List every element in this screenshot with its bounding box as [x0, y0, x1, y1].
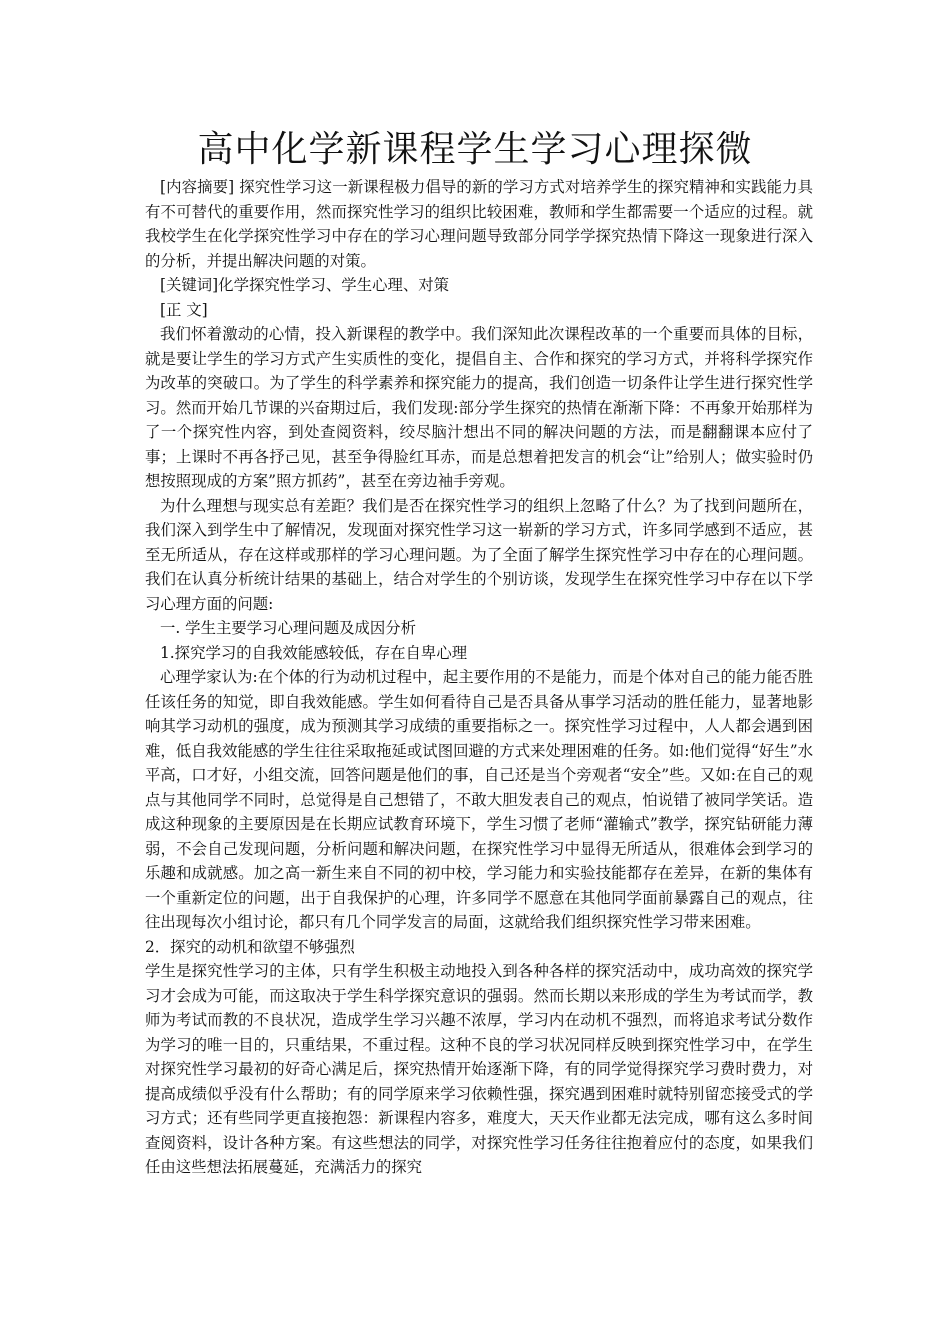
- paragraph-question: 为什么理想与现实总有差距？我们是否在探究性学习的组织上忽略了什么？为了找到问题所在，我们深入到学生中了解情况，发现面对探究性学习这一崭新的学习方式，许多同学感到不适应，甚至无所适从，存在这样或那样的学习心理问题。为了全面了解学生探究性学习中存在的心理问题。我们在认真分析统计结果的基础上，结合对学生的个别访谈，发现学生在探究性学习中存在以下学习心理方面的问题:: [145, 496, 813, 613]
- paragraph-motivation: 学生是探究性学习的主体，只有学生积极主动地投入到各种各样的探究活动中，成功高效的探究学习才会成为可能，而这取决于学生科学探究意识的强弱。然而长期以来形成的学生为考试而学，教师为考试而教的不良状况，造成学生学习兴趣不浓厚，学习内在动机不强烈，而将追求考试分数作为学习的唯一目的，只重结果，不重过程。这种不良的学习状况同样反映到探究性学习中，在学生对探究性学习最初的好奇心满足后，探究热情开始逐渐下降，有的同学觉得探究学习费时费力，对提高成绩似乎没有什么帮助；有的同学原来学习依赖性强，探究遇到困难时就特别留恋接受式的学习方式；还有些同学更直接抱怨：新课程内容多，难度大，天天作业都无法完成，哪有这么多时间查阅资料，设计各种方案。有这些想法的同学，对探究性学习任务往往抱着应付的态度，如果我们任由这些想法拓展蔓延，充满活力的探究: [145, 962, 813, 1176]
- paragraph-self-efficacy: 心理学家认为:在个体的行为动机过程中，起主要作用的不是能力，而是个体对自己的能力能否胜任该任务的知觉，即自我效能感。学生如何看待自己是否具备从事学习活动的胜任能力，显著地影响其学习动机的强度，成为预测其学习成绩的重要指标之一。探究性学习过程中，人人都会遇到困难，低自我效能感的学生往往采取拖延或试图回避的方式来处理困难的任务。如:他们觉得“好生”水平高，口才好，小组交流，回答问题是他们的事，自己还是当个旁观者“安全”些。又如:在自己的观点与其他同学不同时，总觉得是自己想错了，不敢大胆发表自己的观点，怕说错了被同学笑话。造成这种现象的主要原因是在长期应试教育环境下，学生习惯了老师“灌输式”教学，探究钻研能力薄弱，不会自己发现问题，分析问题和解决问题，在探究性学习中显得无所适从，很难体会到学习的乐趣和成就感。加之高一新生来自不同的初中校，学习能力和实验技能都存在差异，在新的集体有一个重新定位的问题，出于自我保护的心理，许多同学不愿意在其他同学面前暴露自己的观点，往往出现每次小组讨论，都只有几个同学发言的局面，这就给我们组织探究性学习带来困难。: [145, 668, 813, 931]
- keywords-line: [关键词]化学探究性学习、学生心理、对策: [160, 276, 450, 294]
- body-label: [正 文]: [160, 300, 208, 319]
- subheading-1: 1.探究学习的自我效能感较低，存在自卑心理: [160, 643, 468, 662]
- subheading-2: 2．探究的动机和欲望不够强烈: [145, 937, 355, 956]
- document-body: [145, 175, 813, 1180]
- paragraph-intro: 我们怀着激动的心情，投入新课程的教学中。我们深知此次课程改革的一个重要而具体的目标，就是要让学生的学习方式产生实质性的变化，提倡自主、合作和探究的学习方式，并将科学探究作为改革的突破口。为了学生的科学素养和探究能力的提高，我们创造一切条件让学生进行探究性学习。然而开始几节课的兴奋期过后，我们发现:部分学生探究的热情在渐渐下降：不再象开始那样为了一个探究性内容，到处查阅资料，绞尽脑汁想出不同的解决问题的方法，而是翻翻课本应付了事；上课时不再各抒己见，甚至争得脸红耳赤，而是总想着把发言的机会“让”给别人；做实验时仍想按照现成的方案”照方抓药”，甚至在旁边袖手旁观。: [145, 325, 813, 490]
- abstract-paragraph: [内容摘要] 探究性学习这一新课程极力倡导的新的学习方式对培养学生的探究精神和实践能力具有不可替代的重要作用，然而探究性学习的组织比较困难，教师和学生都需要一个适应的过程。就我校学生在化学探究性学习中存在的学习心理问题导致部分同学学探究热情下降这一现象进行深入的分析，并提出解决问题的对策。: [145, 178, 813, 270]
- section-heading-1: 一. 学生主要学习心理问题及成因分析: [160, 619, 417, 637]
- document-title: 高中化学新课程学生学习心理探微: [197, 129, 753, 170]
